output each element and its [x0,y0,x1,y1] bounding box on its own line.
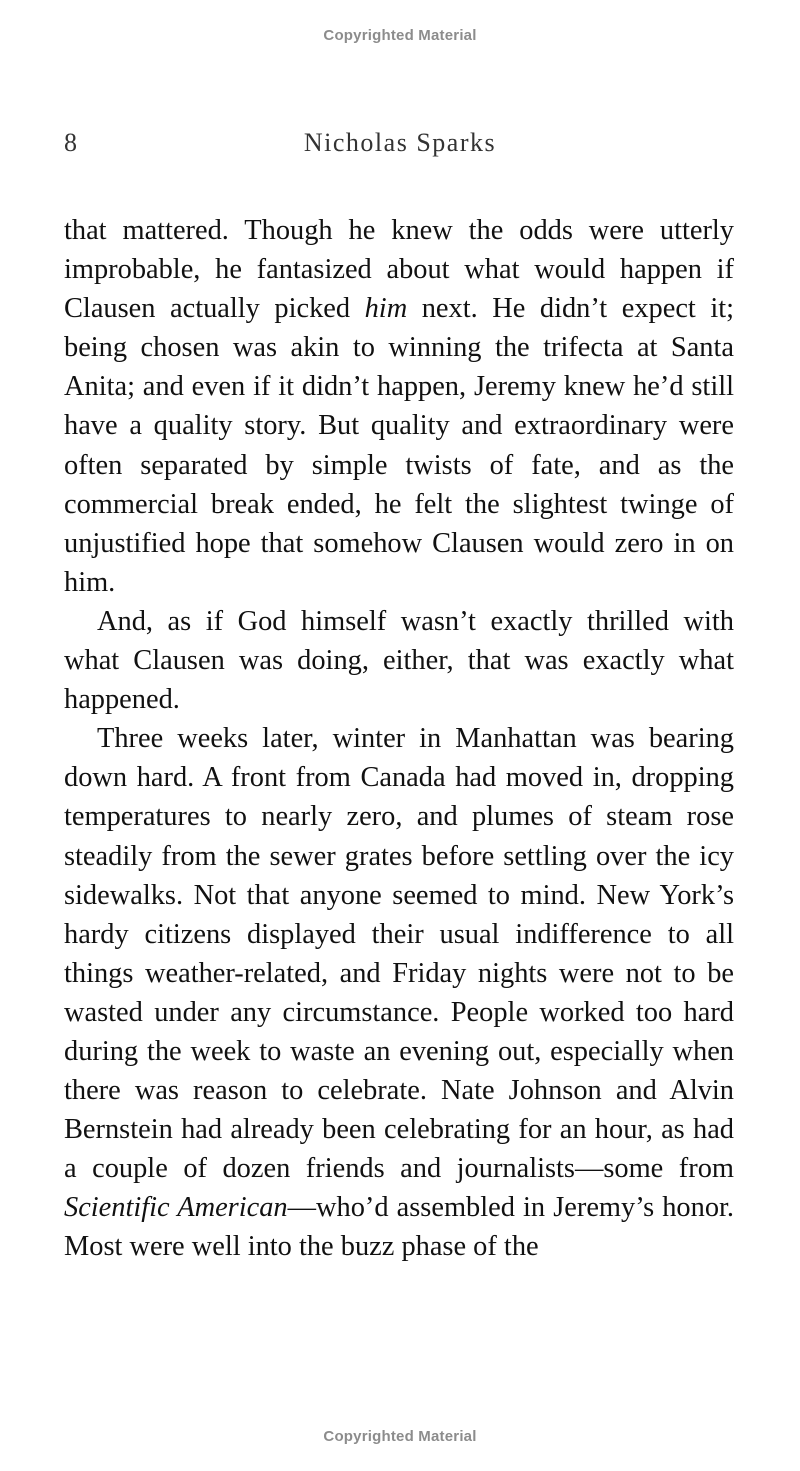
copyright-watermark-top: Copyrighted Material [323,27,477,44]
paragraph-3-emphasis: Scientific American [64,1192,288,1224]
copyright-watermark-bottom: Copyrighted Material [323,1428,477,1445]
paragraph-2-text: And, as if God himself wasn’t exactly thrilled with what Clausen was doing, either, that was exactly what happened. [64,605,734,716]
page-number: 8 [64,128,77,157]
paragraph-1-text-a: that mattered. Though he knew the odds were utterly improbable, he fantasized about what would happen if Clausen actually picked [64,215,734,325]
paragraph-1-text-b: next. He didn’t expect it; being chosen was akin to winning the trifecta at Santa Anita; and even if it didn’t happen, Jeremy knew he’d still have a quality story. But quality and extraordinary were often separated by simple twists of fate, and as the commercial break ended, he felt the slightest twinge of unjustified hope that somehow Clausen would zero in on him. [64,293,734,598]
running-head [64,128,736,160]
paragraph-2 [64,602,734,719]
paragraph-1 [64,211,734,602]
body-text [64,211,734,1267]
author-name: Nicholas Sparks [303,128,497,157]
paragraph-1-emphasis: him [364,293,408,325]
paragraph-3-text-b: —who’d assembled in Jeremy’s honor. Most were well into the buzz phase of the [64,1192,735,1263]
paragraph-3-text-a: Three weeks later, winter in Manhattan was bearing down hard. A front from Canada had moved in, dropping temperatures to nearly zero, and plumes of steam rose steadily from the sewer grates before settling over the icy sidewalks. Not that anyone seemed to mind. New York’s hardy citizens displayed their usual indifference to all things weather-related, and Friday nights were not to be wasted under any circumstance. People worked too hard during the week to waste an evening out, especially when there was reason to celebrate. Nate Johnson and Alvin Bernstein had already been celebrating for an hour, as had a couple of dozen friends and journalists—some from [64,723,734,1185]
paragraph-3 [64,719,734,1266]
